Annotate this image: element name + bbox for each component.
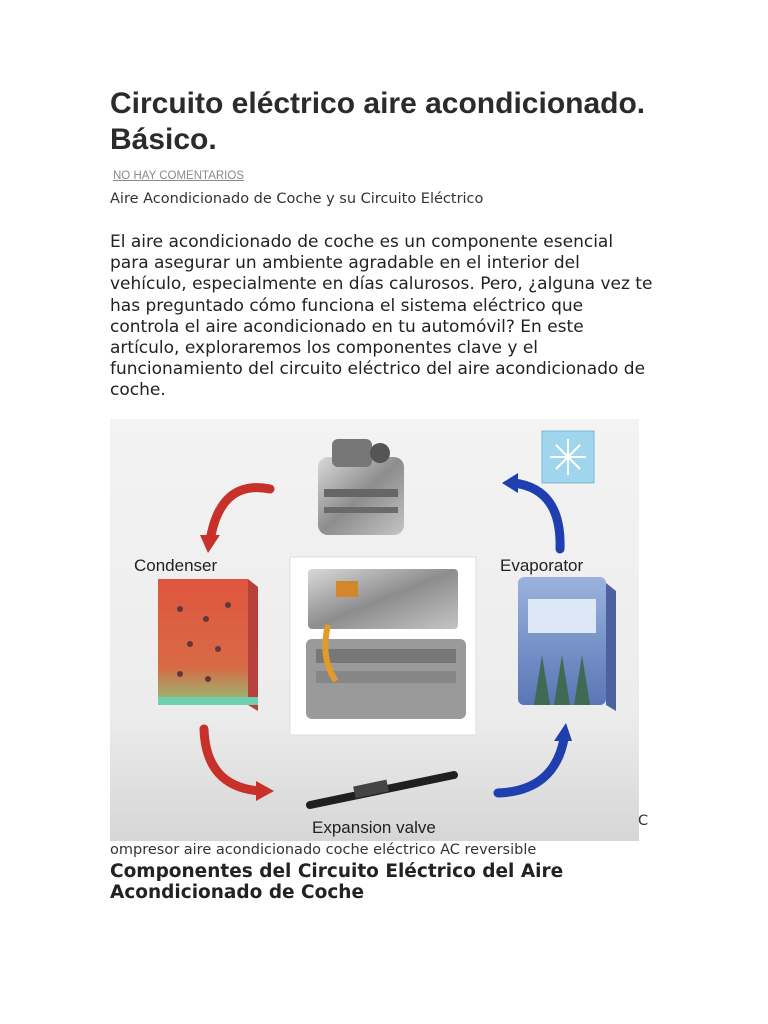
refrigerant-flow-arrow-top-left [200, 487, 270, 552]
article-subtitle: Aire Acondicionado de Coche y su Circuito Eléctrico [110, 191, 484, 207]
evaporator-label: Evaporator [500, 555, 584, 575]
evaporator-image [518, 577, 616, 711]
article [110, 86, 655, 903]
condenser-label: Condenser [134, 555, 218, 575]
section-heading: Componentes del Circuito Eléctrico del Aire Acondicionado de Coche [110, 860, 564, 903]
figure-caption: ompresor aire acondicionado coche eléctrico AC reversible [110, 841, 537, 858]
ev-powertrain-image [290, 557, 476, 735]
refrigerant-flow-arrow-bottom-left [204, 729, 274, 801]
ac-cycle-diagram [110, 419, 639, 841]
figure-caption-first-letter: C [638, 813, 649, 829]
expansion-valve-image [310, 775, 454, 805]
condenser-image [158, 579, 258, 711]
intro-paragraph: El aire acondicionado de coche es un componente esencial para asegurar un ambiente agradable en el interior del vehículo, especialmente en días calurosos. Pero, ¿alguna vez te has preguntado cómo funciona el sistema eléctrico que controla el aire acondicionado en tu automóvil? En este artículo, exploraremos los componentes clave y el funcionamiento del circuito eléctrico del aire acondicionado de coche. [110, 232, 653, 401]
expansion-valve-label: Expansion valve [312, 817, 436, 837]
article-title: Circuito eléctrico aire acondicionado. Básico. [110, 87, 646, 156]
refrigerant-flow-arrow-top-right [502, 473, 560, 549]
snowflake-icon [542, 431, 594, 483]
refrigerant-flow-arrow-bottom-right [498, 723, 572, 793]
ac-circuit-figure [110, 419, 639, 841]
compressor-image [318, 439, 404, 535]
comments-link[interactable]: NO HAY COMENTARIOS [113, 170, 244, 182]
